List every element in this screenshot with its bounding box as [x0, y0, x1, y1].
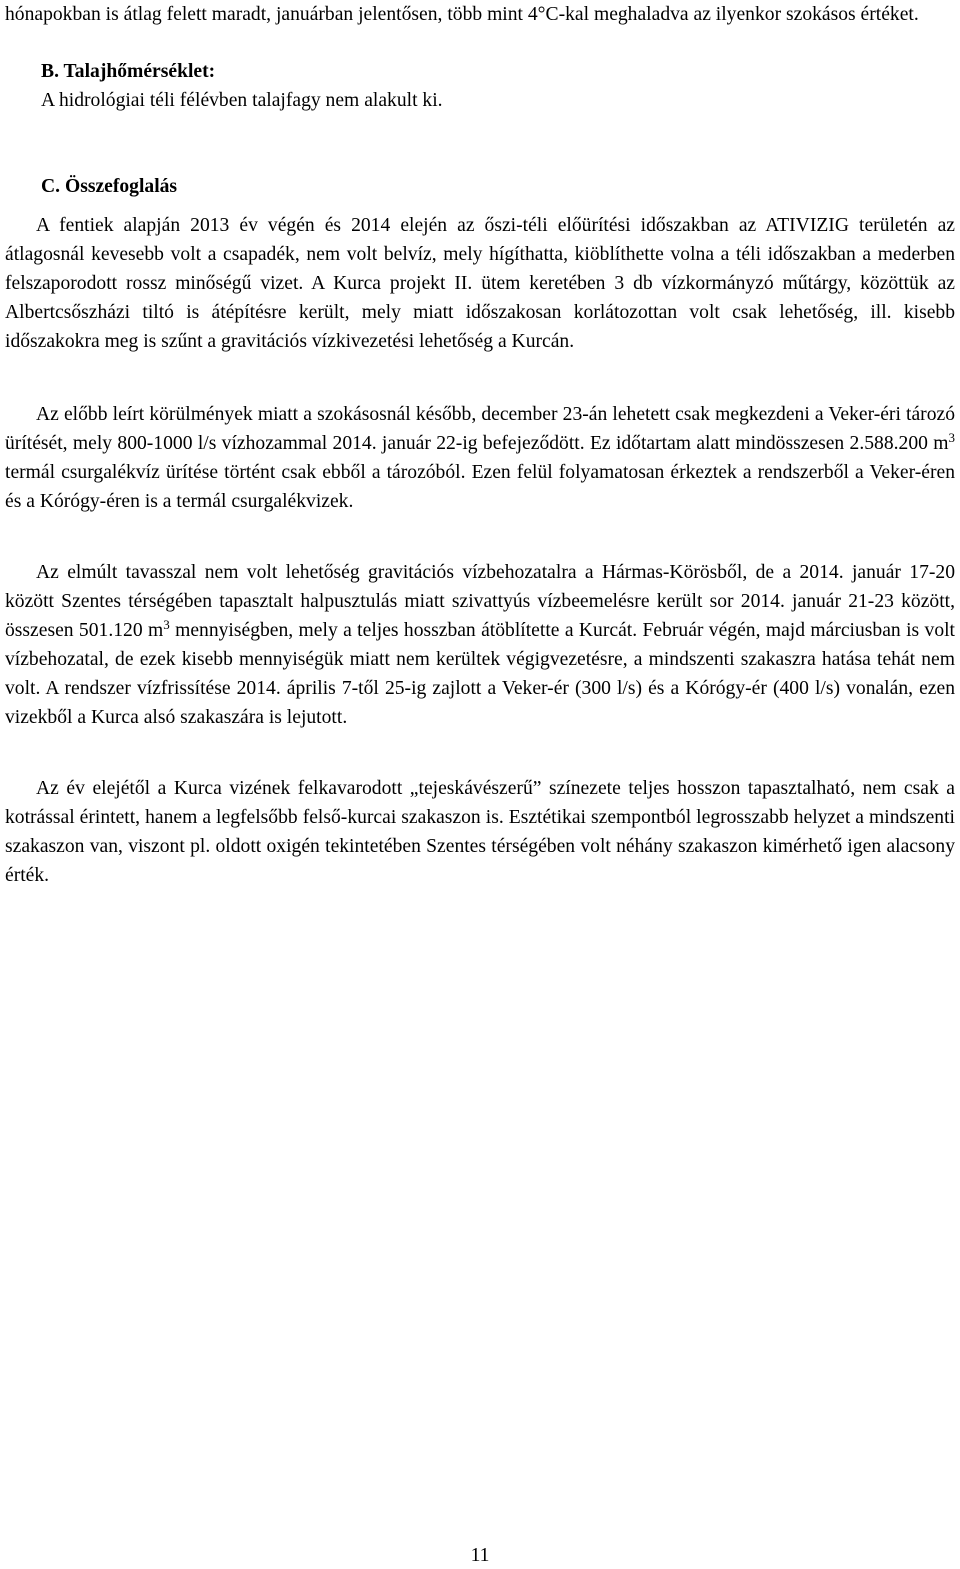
paragraph-2-text-a: Az előbb leírt körülmények miatt a szokásosnál később, december 23-án lehetett csak megkezdeni a Veker-éri tározó ürítését, mely 800-1000 l/s vízhozammal 2014. január 22-ig befejeződött. Ez időtartam alatt mindösszesen 2.588.200 m: [5, 404, 955, 454]
section-c-heading: C. Összefoglalás: [41, 176, 178, 197]
summary-paragraph-2: [5, 400, 955, 516]
intro-paragraph: hónapokban is átlag felett maradt, januárban jelentősen, több mint 4°C-kal meghaladva az ilyenkor szokásos értéket.: [5, 4, 919, 25]
page-number: 11: [470, 1545, 490, 1566]
paragraph-2-text-b: termál csurgalékvíz ürítése történt csak ebből a tározóból. Ezen felül folyamatosan érkeztek a rendszerből a Veker-éren és a Kórógy-éren is a termál csurgalékvizek.: [5, 462, 955, 512]
section-b-heading: B. Talajhőmérséklet:: [41, 61, 216, 82]
summary-paragraph-4: Az év elejétől a Kurca vizének felkavarodott „tejeskávészerű” színezete teljes hosszon tapasztalható, nem csak a kotrással érintett, hanem a legfelsőbb felső-kurcai szakaszon is. Esztétikai szempontból legrosszabb helyzet a mindszenti szakaszon van, viszont pl. oldott oxigén tekintetében Szentes térségében volt néhány szakaszon kimérhető igen alacsony érték.: [5, 778, 955, 886]
paragraph-3-text-b: mennyiségben, mely a teljes hosszban átöblítette a Kurcát. Február végén, majd márciusban is volt vízbehozatal, de ezek kisebb mennyiségük miatt nem kerültek végigvezetésre, a mindszenti szakaszra hatása tehát nem volt. A rendszer vízfrissítése 2014. április 7-től 25-ig zajlott a Veker-ér (300 l/s) és a Kórógy-ér (400 l/s) vonalán, ezen vizekből a Kurca alsó szakaszára is lejutott.: [5, 620, 956, 728]
section-b: [41, 57, 921, 115]
section-b-text: A hidrológiai téli félévben talajfagy nem alakult ki.: [41, 90, 443, 111]
summary-paragraph-1: A fentiek alapján 2013 év végén és 2014 elején az őszi-téli előürítési időszakban az ATIVIZIG területén az átlagosnál kevesebb volt a csapadék, nem volt belvíz, mely hígíthatta, kiöblíthette volna a téli időszakban a mederben felszaporodott rossz minőségű vizet. A Kurca projekt II. ütem keretében 3 db vízkormányzó műtárgy, közöttük az Albertcsőszházi tiltó is átépítésre került, mely miatt időszakosan korlátozottan volt csak lehetőség, ill. kisebb időszakokra meg is szűnt a gravitációs vízkivezetési lehetőség a Kurcán.: [5, 215, 955, 352]
summary-paragraph-3: [5, 558, 955, 732]
paragraph-2-superscript: 3: [948, 430, 955, 445]
paragraph-3-text-a: Az elmúlt tavasszal nem volt lehetőség gravitációs vízbehozatalra a Hármas-Körösből, de a 2014. január 17-20 között Szentes térségében tapasztalt halpusztulás miatt szivattyús vízbeemelésre került sor 2014. január 21-23 között, összesen 501.120 m: [5, 562, 955, 641]
paragraph-3-superscript: 3: [163, 617, 170, 632]
